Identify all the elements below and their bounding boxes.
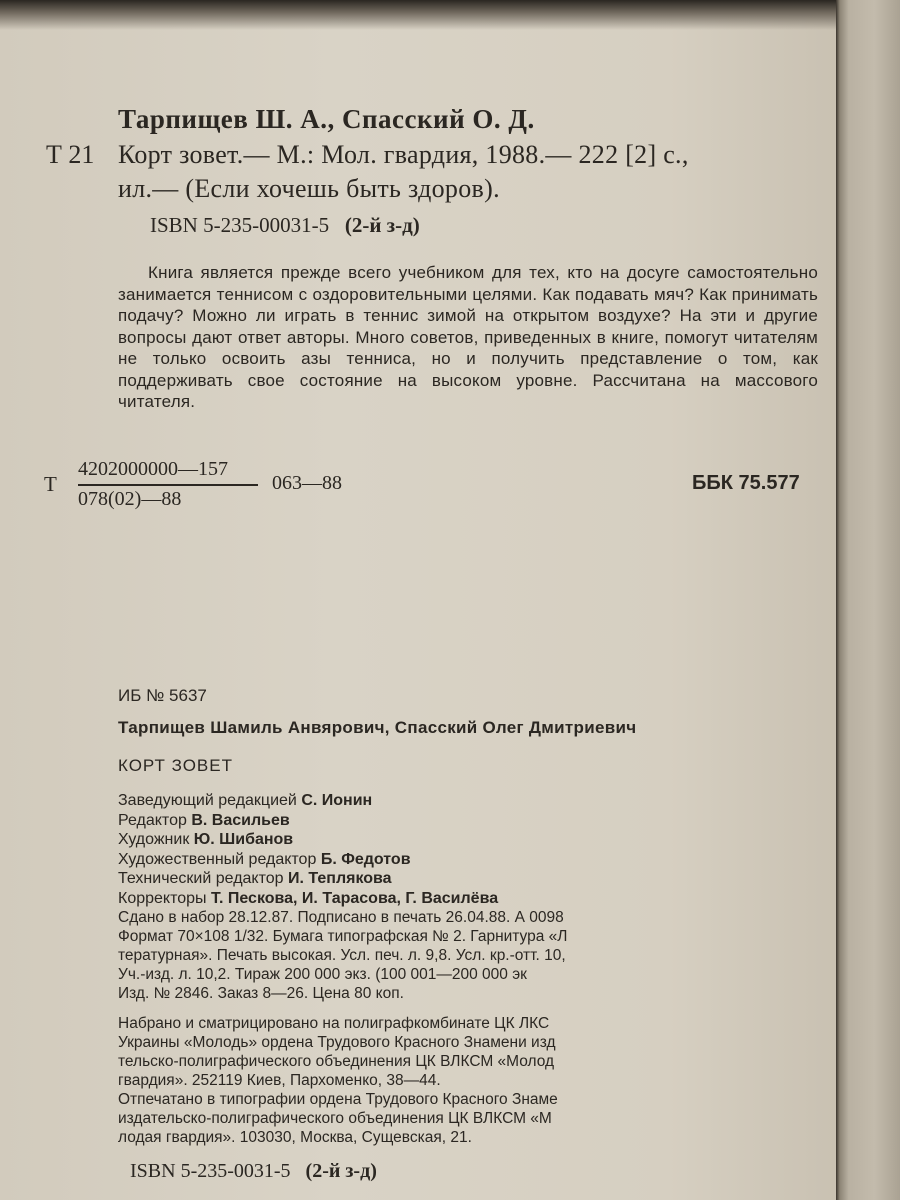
credit-role: Художественный редактор: [118, 850, 317, 868]
classification-suffix: 063—88: [272, 472, 342, 494]
credit-role: Корректоры: [118, 889, 207, 907]
annotation: [118, 262, 818, 413]
typeset-line: гвардия». 252119 Киев, Пархоменко, 38—44.: [118, 1072, 441, 1089]
classification-numerator: 4202000000—157: [78, 458, 228, 480]
credit-name: И. Теплякова: [288, 870, 392, 887]
authors-full-names: Тарпищев Шамиль Анвярович, Спасский Олег Дмитриевич: [118, 718, 637, 737]
credits-list: [118, 791, 498, 908]
print-detail-line: Изд. № 2846. Заказ 8—26. Цена 80 коп.: [118, 985, 404, 1002]
typeset-info: [118, 1014, 556, 1090]
credit-role: Художник: [118, 831, 190, 848]
printed-line: издательско-полиграфического объединения ЦК ВЛКСМ «М: [118, 1110, 552, 1127]
typeset-line: тельско-полиграфического объединения ЦК ВЛКСМ «Молод: [118, 1053, 555, 1070]
ib-number: ИБ № 5637: [118, 686, 207, 705]
edition-bottom: (2-й з-д): [305, 1160, 377, 1182]
print-detail-line: Сдано в набор 28.12.87. Подписано в печать 26.04.88. А 0098: [118, 909, 564, 926]
book-title: КОРТ ЗОВЕТ: [118, 756, 233, 775]
catalog-code: Т 21: [46, 140, 95, 169]
credit-line: [118, 791, 498, 811]
isbn-bottom: ISBN 5-235-0031-5: [130, 1160, 291, 1182]
credit-role: Технический редактор: [118, 870, 284, 887]
printed-line: лодая гвардия». 103030, Москва, Сущевская, 21.: [118, 1129, 472, 1146]
printed-line: Отпечатано в типографии ордена Трудового Красного Знаме: [118, 1091, 558, 1108]
bbk-code: ББК 75.577: [692, 472, 800, 494]
credit-role: Редактор: [118, 811, 187, 829]
credit-line: [118, 811, 498, 831]
print-detail-line: тературная». Печать высокая. Усл. печ. л. 9,8. Усл. кр.-отт. 10,: [118, 947, 566, 964]
annotation-paragraph: Книга является прежде всего учебником для тех, кто на досуге самостоятельно занимается теннисом с оздоровительными целями. Как подавать мяч? Как принимать подачу? Можно ли играть в теннис зимой на открытом воздухе? На эти и другие вопросы дают ответ авторы. Много советов, приведенных в книге, помогут читателям не только освоить азы тенниса, но и получить представление о том, как поддерживать свое состояние на высоком уровне. Рассчитана на массового читателя.: [118, 263, 818, 411]
bibliographic-title-line: Корт зовет.— М.: Мол. гвардия, 1988.— 222 [2] с.,: [118, 140, 689, 169]
typeset-line: Набрано и сматрицировано на полиграфкомбинате ЦК ЛКС: [118, 1015, 550, 1032]
credit-line: [118, 830, 498, 850]
typeset-line: Украины «Молодь» ордена Трудового Красного Знамени изд: [118, 1034, 556, 1051]
print-detail-line: Уч.-изд. л. 10,2. Тираж 200 000 экз. (100 001—200 000 эк: [118, 966, 527, 983]
credit-role: Заведующий редакцией: [118, 792, 297, 809]
isbn-top: ISBN 5-235-00031-5: [150, 213, 330, 237]
credit-line: [118, 889, 498, 909]
credit-name: Б. Федотов: [320, 850, 411, 868]
fraction-line: [78, 484, 258, 486]
classification-letter: Т: [44, 472, 57, 496]
print-detail-line: Формат 70×108 1/32. Бумага типографская № 2. Гарнитура «Л: [118, 928, 568, 945]
print-details: [118, 908, 567, 1003]
isbn-line-bottom: [130, 1160, 377, 1183]
credit-name: С. Ионин: [301, 792, 373, 809]
credit-name: Т. Пескова, И. Тарасова, Г. Василёва: [211, 889, 499, 907]
book-spine: [836, 0, 900, 1200]
bibliographic-series-line: ил.— (Если хочешь быть здоров).: [118, 174, 500, 203]
classification-denominator: 078(02)—88: [78, 488, 182, 510]
authors-heading: Тарпищев Ш. А., Спасский О. Д.: [118, 104, 535, 134]
printed-info: [118, 1090, 558, 1147]
credit-name: Ю. Шибанов: [193, 831, 294, 848]
isbn-line-top: [150, 213, 420, 238]
credit-name: В. Васильев: [191, 811, 290, 829]
credit-line: [118, 850, 498, 870]
credit-line: [118, 869, 498, 889]
edition-top: (2-й з-д): [344, 213, 420, 237]
page-top-shadow: [0, 0, 836, 30]
